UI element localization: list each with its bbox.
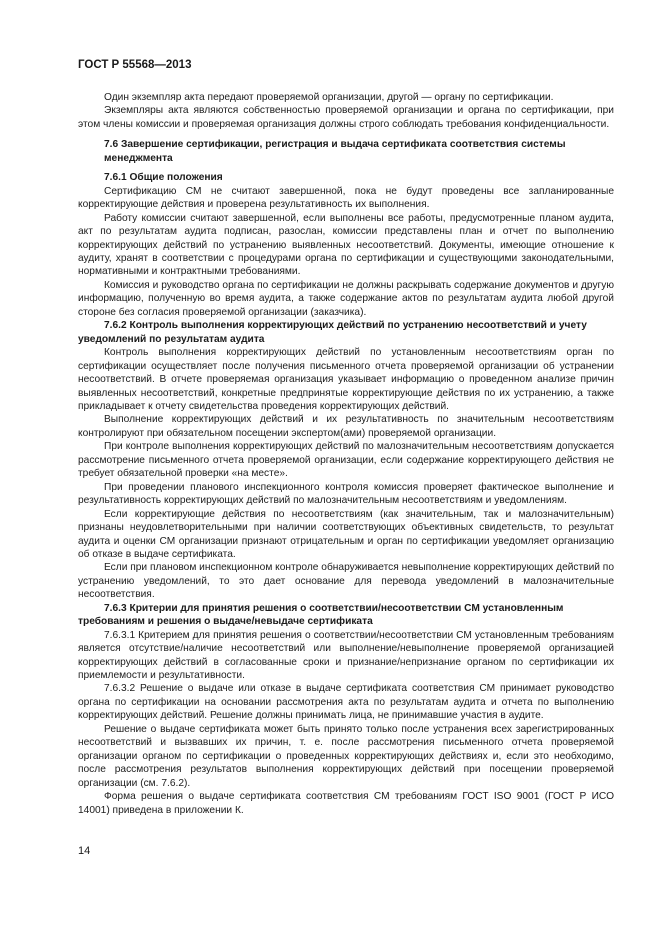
page-number: 14 <box>78 845 91 857</box>
heading-text: 7.6.2 Контроль выполнения корректирующих действий по устранению несоответствий и учету уведомлений по результатам аудита <box>78 320 587 345</box>
paragraph: Один экземпляр акта передают проверяемой организации, другой — органу по сертификации. <box>104 92 554 103</box>
paragraph: При контроле выполнения корректирующих действий по малозначительным несоответствиям допускается рассмотрение письменного отчета проверяемой организации, если содержание корректирующего действия не требует обязательной проверки «на месте». <box>78 441 614 480</box>
paragraph: Решение о выдаче сертификата может быть принято только после устранения всех зарегистрированных несоответствий и вызвавших их причин, т. е. после рассмотрения письменного отчета проверяемой организации органом по сертификации о проведенных корректирующих действиях и, если это необходимо, после рассмотрения результатов выполнения корректирующих действий при посещении проверяемой организации (см. 7.6.2). <box>78 723 614 789</box>
standard-header: ГОСТ Р 55568—2013 <box>78 59 192 71</box>
paragraph: Если корректирующие действия по несоответствиям (как значительным, так и малозначительным) признаны неудовлетворительными при наличии соответствующих объективных свидетельств, то результат аудита и оценки СМ организации признают отрицательным и орган по сертификации уведомляет организацию об отказе в выдаче сертификата. <box>78 508 614 560</box>
paragraph: 7.6.3.1 Критерием для принятия решения о соответствии/несоответствии СМ установленным требованиям является отсутствие/наличие несоответствий или выполнение/невыполнение проверяемой организацией корректирующих действий в согласованные сроки и признание/непризнание органом по сертификации их приемлемости и результативности. <box>78 629 614 682</box>
paragraph: Выполнение корректирующих действий и их результативность по значительным несоответствиям контролируют при обязательном посещении экспертом(ами) проверяемой организации. <box>78 414 614 439</box>
paragraph: Сертификацию СМ не считают завершенной, пока не будут проведены все запланированные корректирующие действия и проверена результативность их выполнения. <box>78 185 614 211</box>
paragraph: Если при плановом инспекционном контроле обнаруживается невыполнение корректирующих действий по устранению уведомлений, то это дает основание для перевода уведомлений в малозначительные несоответствия. <box>78 562 614 601</box>
paragraph: Форма решения о выдаче сертификата соответствия СМ требованиям ГОСТ ISO 9001 (ГОСТ Р ИСО 14001) приведена в приложении К. <box>78 791 614 816</box>
section-heading-7-6-1: 7.6.1 Общие положения <box>104 172 223 184</box>
paragraph: Работу комиссии считают завершенной, если выполнены все работы, предусмотренные планом аудита, акт по результатам аудита подписан, разослан, комиссии представлены план и отчет по выполнению корректирующих действий по устранению выявленных несоответствий. Документы, имеющие отношение к аудиту, хранят в соответствии с процедурами органа по сертификации и существующими законодательными, нормативными и контрактными требованиями. <box>78 212 614 278</box>
paragraph: Контроль выполнения корректирующих действий по установленным несоответствиям орган по сертификации осуществляет после получения письменного отчета проверяемой организации об устранении несоответствий. В отчете проверяемая организация указывает информацию о проведенном анализе причин выявленных несоответствий, конкретные предпринятые корректирующие действия по их устранению, а также прикладывает к отчету свидетельства проведения корректирующих действий. <box>78 347 614 412</box>
paragraph: Экземпляры акта являются собственностью проверяемой организации и органа по сертификации, при этом члены комиссии и проверяемая организация должны строго соблюдать требования конфиденциальности. <box>78 105 614 130</box>
document-body <box>78 91 614 817</box>
paragraph: При проведении планового инспекционного контроля комиссия проверяет фактическое выполнение и результативность корректирующих действий по малозначительным несоответствиям и уведомлениям. <box>78 481 614 507</box>
heading-text: 7.6.3 Критерии для принятия решения о соответствии/несоответствии СМ установленным требованиям и решения о выдаче/невыдаче сертификата <box>78 602 564 628</box>
paragraph: 7.6.3.2 Решение о выдаче или отказе в выдаче сертификата соответствия СМ принимает руководство органа по сертификации на основании рассмотрения акта по результатам аудита и отчета по выполнению корректирующих действий. Решение должны принимать лица, не принимавшие участия в аудите. <box>78 683 614 722</box>
section-heading-7-6-2 <box>78 319 614 346</box>
section-heading-7-6: 7.6 Завершение сертификации, регистрация и выдача сертификата соответствия системы менеджмента <box>104 139 566 164</box>
section-heading-7-6-3 <box>78 602 614 629</box>
paragraph: Комиссия и руководство органа по сертификации не должны раскрывать содержание документов и другую информацию, полученную во время аудита, а также содержание актов по результатам аудита любой другой стороне без согласия проверяемой организации (заказчика). <box>78 279 614 318</box>
